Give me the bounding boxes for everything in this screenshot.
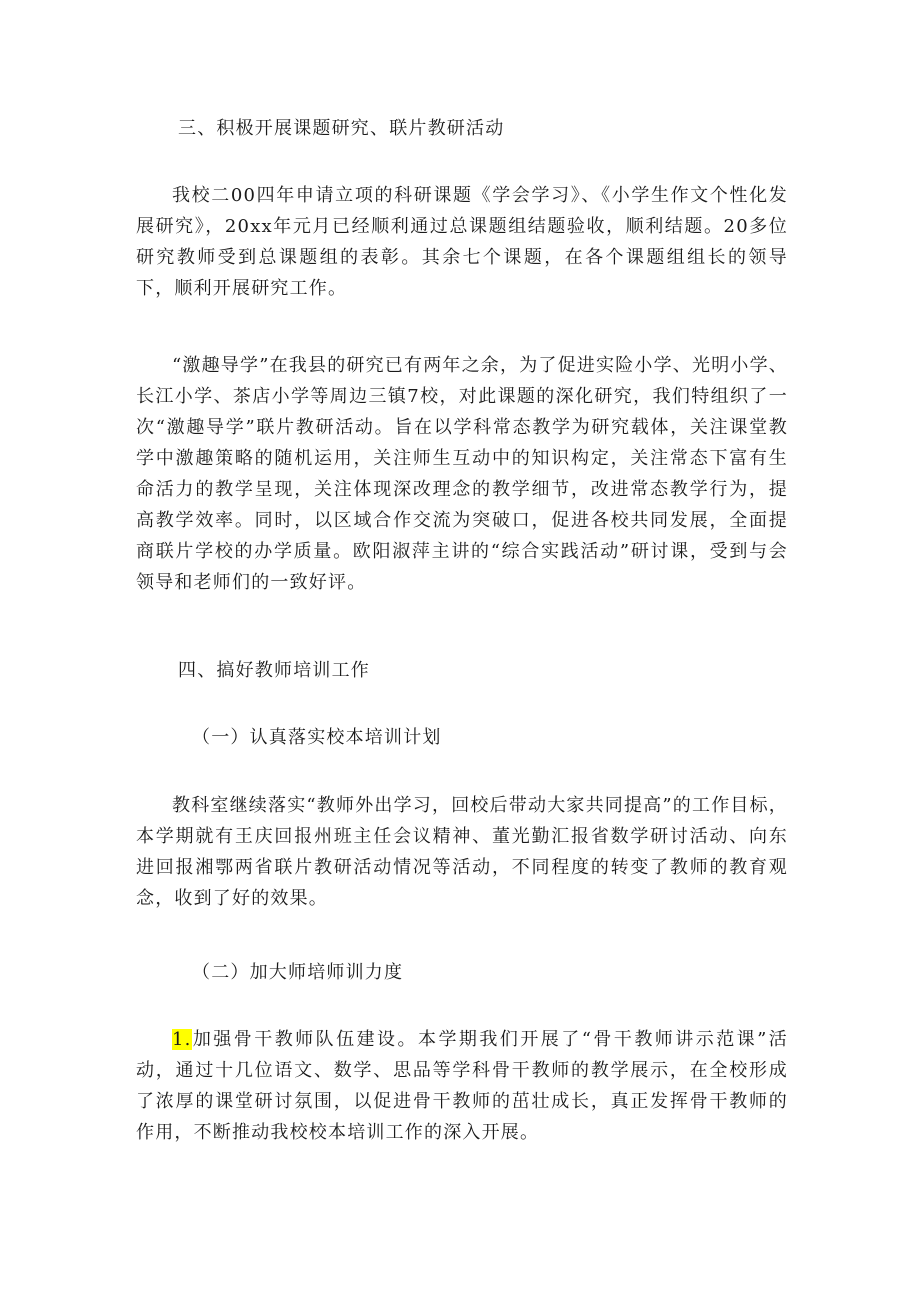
section-3-paragraph-2: “激趣导学”在我县的研究已有两年之余，为了促进实险小学、光明小学、长江小学、茶店小学等周边三镇7校，对此课题的深化研究，我们特组织了一次“激趣导学”联片教研活动。旨在以学科常态教学为研究载体，关注课堂教学中激趣策略的随机运用，关注师生互动中的知识构定，关注常态下富有生命活力的教学呈现，关注体现深改理念的教学细节，改进常态教学行为，提高教学效率。同时，以区域合作交流为突破口，促进各校共同发展，全面提商联片学校的办学质量。欧阳淑萍主讲的“综合实践活动”研讨课，受到与会领导和老师们的一致好评。 xyxy=(136,355,789,593)
item-number-highlight: 1. xyxy=(172,1029,192,1050)
subsection-2-item-1 xyxy=(136,1024,788,1148)
section-3-heading: 三、积极开展课题研究、联片教研活动 xyxy=(178,118,505,139)
subsection-1-heading: （一）认真落实校本培训计划 xyxy=(192,727,442,748)
subsection-2-heading: （二）加大师培师训力度 xyxy=(192,962,404,983)
section-4-heading: 四、搞好教师培训工作 xyxy=(178,660,370,681)
item-text: 加强骨干教师队伍建设。本学期我们开展了“骨干教师讲示范课”活动，通过十几位语文、数学、思品等学科骨干教师的教学展示，在全校形成了浓厚的课堂研讨氛围，以促进骨干教师的茁壮成长，真正发挥骨干教师的作用，不断推动我校校本培训工作的深入开展。 xyxy=(136,1029,788,1143)
subsection-1-paragraph: 教科室继续落实“教师外出学习，回校后带动大家共同提高”的工作目标，本学期就有王庆回报州班主任会议精神、董光勤汇报省数学研讨活动、向东进回报湘鄂两省联片教研活动情况等活动，不同程度的转变了教师的教育观念，收到了好的效果。 xyxy=(136,795,789,909)
section-3-paragraph-1: 我校二00四年申请立项的科研课题《学会学习》、《小学生作文个性化发展研究》，20xx年元月已经顺利通过总课题组结题验收，顺利结题。20多位研究教师受到总课题组的表彰。其余七个课题，在各个课题组组长的领导下，顺利开展研究工作。 xyxy=(136,185,788,299)
